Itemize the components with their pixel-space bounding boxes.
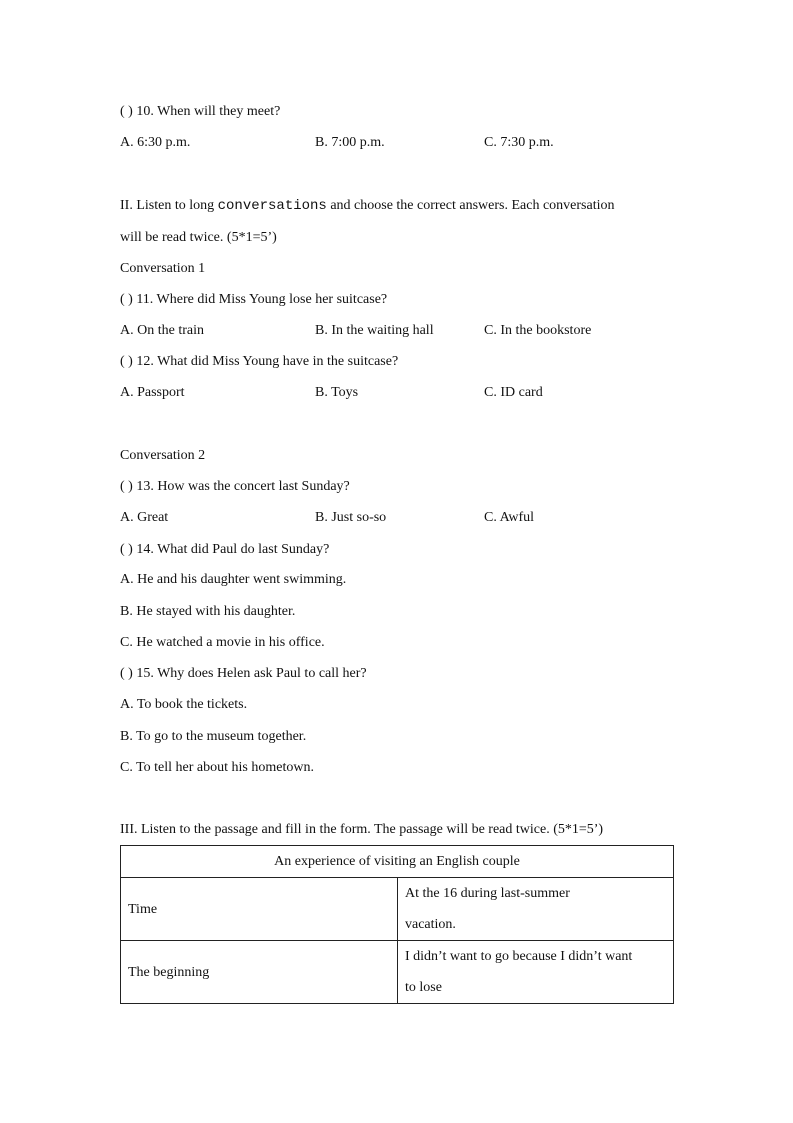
q12-option-a: A. Passport (120, 385, 185, 400)
q12-option-b: B. Toys (315, 385, 359, 400)
q13-option-b: B. Just so-so (315, 510, 387, 525)
form-label-beginning: The beginning (121, 941, 398, 1004)
question-12: ( ) 12. What did Miss Young have in the suitcase? (120, 354, 399, 369)
q15-option-b: B. To go to the museum together. (120, 729, 307, 744)
form-value-time-line1: At the 16 during last-summer (405, 886, 570, 901)
form-value-beginning-line1: I didn’t want to go because I didn’t want (405, 949, 633, 964)
form-title-row (121, 846, 674, 878)
form-title: An experience of visiting an English couple (121, 846, 674, 878)
q11-option-a: A. On the train (120, 323, 204, 338)
fill-in-form (120, 845, 674, 1004)
q10-option-b: B. 7:00 p.m. (315, 135, 385, 150)
question-10: ( ) 10. When will they meet? (120, 104, 281, 119)
q11-option-b: B. In the waiting hall (315, 323, 434, 338)
q15-option-c: C. To tell her about his hometown. (120, 760, 314, 775)
section-2-heading-post: and choose the correct answers. Each conversation (326, 198, 615, 213)
q15-option-a: A. To book the tickets. (120, 697, 248, 712)
form-value-beginning (398, 941, 674, 1004)
q11-option-c: C. In the bookstore (484, 323, 592, 338)
section-2-heading-keyword: conversations (217, 198, 327, 214)
q13-option-c: C. Awful (484, 510, 535, 525)
section-2-heading (120, 197, 614, 215)
q14-option-b: B. He stayed with his daughter. (120, 604, 296, 619)
question-11: ( ) 11. Where did Miss Young lose her suitcase? (120, 292, 388, 307)
question-14: ( ) 14. What did Paul do last Sunday? (120, 542, 330, 557)
form-value-time-line2: vacation. (405, 917, 456, 932)
section-2-heading-line2: will be read twice. (5*1=5’) (120, 230, 277, 245)
conversation-2-title: Conversation 2 (120, 448, 206, 463)
question-13: ( ) 13. How was the concert last Sunday? (120, 479, 350, 494)
section-2-heading-pre: II. Listen to long (120, 198, 218, 213)
question-15: ( ) 15. Why does Helen ask Paul to call her? (120, 666, 367, 681)
q10-option-a: A. 6:30 p.m. (120, 135, 191, 150)
q12-option-c: C. ID card (484, 385, 543, 400)
form-row-time (121, 878, 674, 941)
form-value-time (398, 878, 674, 941)
form-value-beginning-line2: to lose (405, 980, 442, 995)
form-label-time: Time (121, 878, 398, 941)
section-3-heading: III. Listen to the passage and fill in the form. The passage will be read twice. (5*1=5’) (120, 822, 604, 837)
conversation-1-title: Conversation 1 (120, 261, 206, 276)
q13-option-a: A. Great (120, 510, 169, 525)
q10-option-c: C. 7:30 p.m. (484, 135, 554, 150)
q14-option-a: A. He and his daughter went swimming. (120, 572, 347, 587)
q14-option-c: C. He watched a movie in his office. (120, 635, 325, 650)
form-row-beginning (121, 941, 674, 1004)
